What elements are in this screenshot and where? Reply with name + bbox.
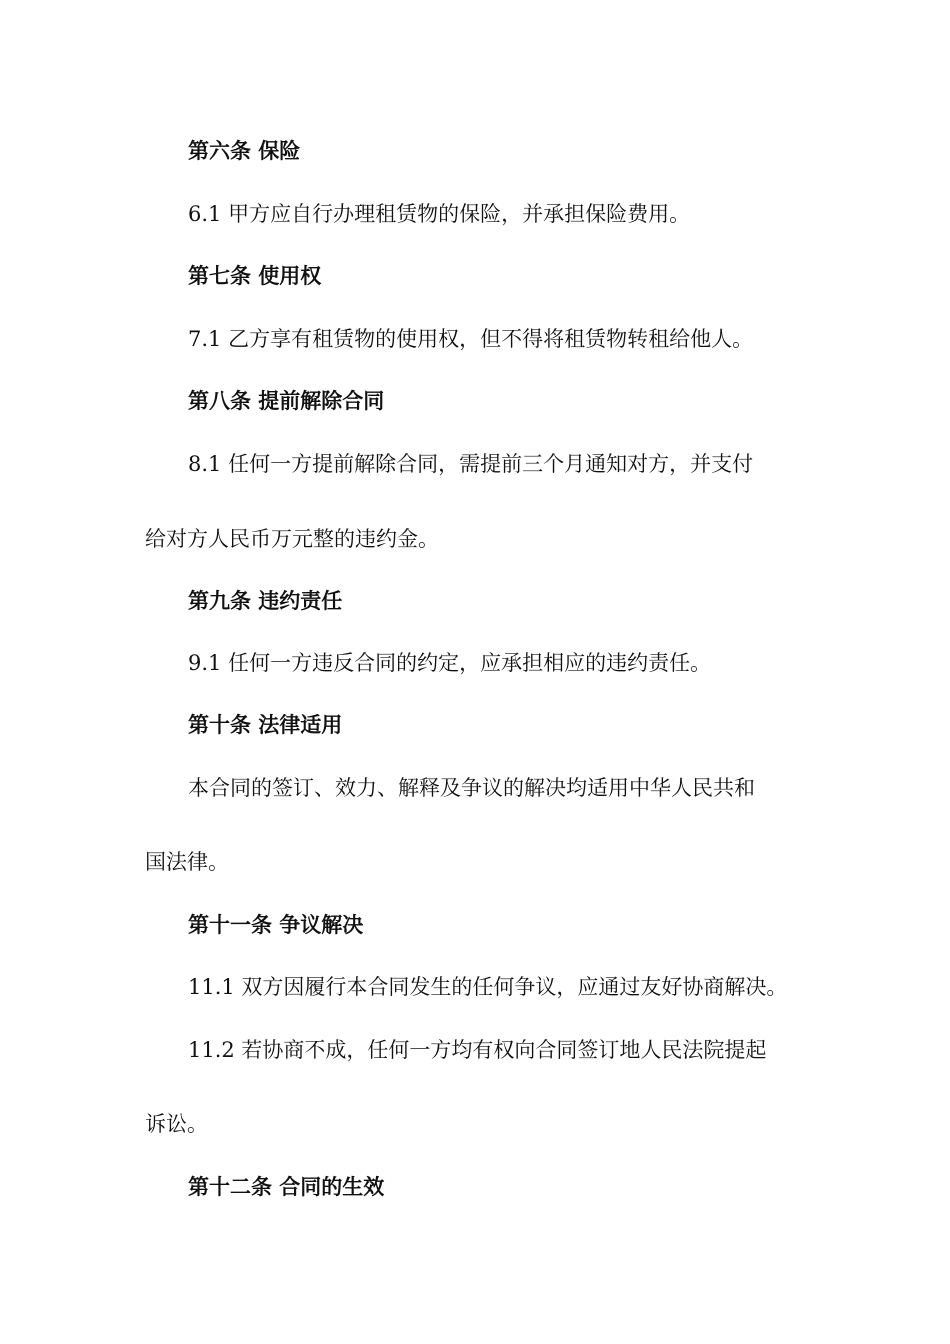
article-10-heading: 第十条 法律适用 xyxy=(188,713,343,737)
clause-8-1-line-2: 给对方人民币万元整的违约金。 xyxy=(145,527,439,551)
clause-11-2-line-2: 诉讼。 xyxy=(145,1112,208,1136)
clause-11-1: 11.1 双方因履行本合同发生的任何争议，应通过友好协商解决。 xyxy=(188,975,788,999)
article-8-heading: 第八条 提前解除合同 xyxy=(188,389,385,413)
article-10-text-line-1: 本合同的签订、效力、解释及争议的解决均适用中华人民共和 xyxy=(188,776,755,800)
clause-9-1: 9.1 任何一方违反合同的约定，应承担相应的违约责任。 xyxy=(188,651,712,675)
article-9-heading: 第九条 违约责任 xyxy=(188,589,343,613)
article-11-heading: 第十一条 争议解决 xyxy=(188,913,364,937)
article-6-heading: 第六条 保险 xyxy=(188,139,301,163)
clause-11-2-line-1: 11.2 若协商不成，任何一方均有权向合同签订地人民法院提起 xyxy=(188,1038,767,1062)
article-7-heading: 第七条 使用权 xyxy=(188,264,322,288)
article-12-heading: 第十二条 合同的生效 xyxy=(188,1175,385,1199)
article-10-text-line-2: 国法律。 xyxy=(145,850,229,874)
clause-8-1-line-1: 8.1 任何一方提前解除合同，需提前三个月通知对方，并支付 xyxy=(188,452,754,476)
clause-7-1: 7.1 乙方享有租赁物的使用权，但不得将租赁物转租给他人。 xyxy=(188,327,754,351)
clause-6-1: 6.1 甲方应自行办理租赁物的保险，并承担保险费用。 xyxy=(188,202,691,226)
